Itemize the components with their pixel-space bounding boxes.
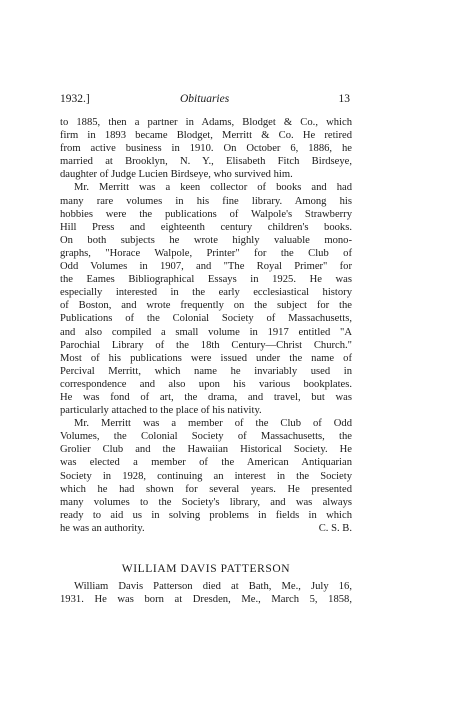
text-line: was elected a member of the American Antiquarian (60, 457, 352, 469)
running-head (60, 93, 350, 109)
paragraph-2 (60, 181, 352, 417)
text-line: daughter of Judge Lucien Birdseye, who survived him. (60, 169, 293, 181)
text-line: firm in 1893 became Blodget, Merritt & Co. He retired (60, 130, 352, 142)
text-line: correspondence and also upon his various bookplates. (60, 378, 352, 390)
text-line: ready to aid us in solving problems in fields in which (60, 509, 352, 521)
text-line: 1931. He was born at Dresden, Me., March 5, 1858, (60, 594, 352, 606)
page-number: 13 (338, 93, 350, 105)
text-line: Most of his publications were issued under the name of (60, 352, 352, 364)
obituary-body-merritt (60, 116, 352, 535)
text-line: Odd Volumes in 1907, and "The Royal Primer" for (60, 261, 352, 273)
paragraph-1 (60, 116, 352, 181)
text-line: which he had shown for several years. He presented (60, 483, 352, 495)
text-line: to 1885, then a partner in Adams, Blodget & Co., which (60, 117, 352, 128)
text-line: Grolier Club and the Hawaiian Historical Society. He (60, 444, 352, 456)
text-line: many volumes to the Society's library, and was always (60, 496, 352, 508)
text-line: graphs, "Horace Walpole, Printer" for the Club of (60, 247, 352, 259)
text-line: and also compiled a small volume in 1917 entitled "A (60, 326, 352, 338)
text-line: of Boston, and wrote frequently on the subject for the (60, 300, 352, 312)
text-line: he was an authority. (60, 522, 145, 534)
text-line: Hill Press and eighteenth century children's books. (60, 221, 352, 233)
obituary-heading: WILLIAM DAVIS PATTERSON (121, 563, 291, 575)
text-line: On both subjects he wrote highly valuable mono- (60, 234, 352, 246)
text-line: Publications of the Colonial Society of Massachusetts, (60, 313, 352, 325)
author-initials: C. S. B. (318, 522, 352, 534)
text-line: especially interested in the early ecclesiastical history (60, 287, 352, 299)
text-line: Volumes, the Colonial Society of Massachusetts, the (60, 431, 352, 443)
text-line: He was fond of art, the drama, and travel, but was (60, 391, 352, 403)
running-head-year: 1932.] (60, 93, 90, 105)
text-line: married at Brooklyn, N. Y., Elisabeth Fitch Birdseye, (60, 156, 352, 168)
text-line: Mr. Merritt was a member of the Club of Odd (74, 418, 352, 430)
text-line: the Eames Bibliographical Essays in 1925. He was (60, 274, 352, 286)
text-line: many rare volumes in his fine library. Among his (60, 195, 352, 207)
text-line: hobbies were the publications of Walpole's Strawberry (60, 208, 352, 220)
running-head-section: Obituaries (180, 93, 230, 105)
text-line: from active business in 1910. On October 6, 1886, he (60, 143, 352, 155)
paragraph-3 (60, 417, 352, 535)
text-line: particularly attached to the place of his nativity. (60, 405, 262, 417)
text-line: Parochial Library of the 18th Century—Christ Church." (60, 339, 352, 351)
text-line: Percival Merritt, which name he invariably used in (60, 365, 352, 377)
obituary-body-patterson (60, 580, 352, 606)
text-line: Society in 1928, continuing an interest in the Society (60, 470, 352, 482)
text-line: William Davis Patterson died at Bath, Me., July 16, (74, 581, 352, 592)
closing-line (60, 522, 352, 535)
text-line: Mr. Merritt was a keen collector of books and had (74, 182, 352, 194)
